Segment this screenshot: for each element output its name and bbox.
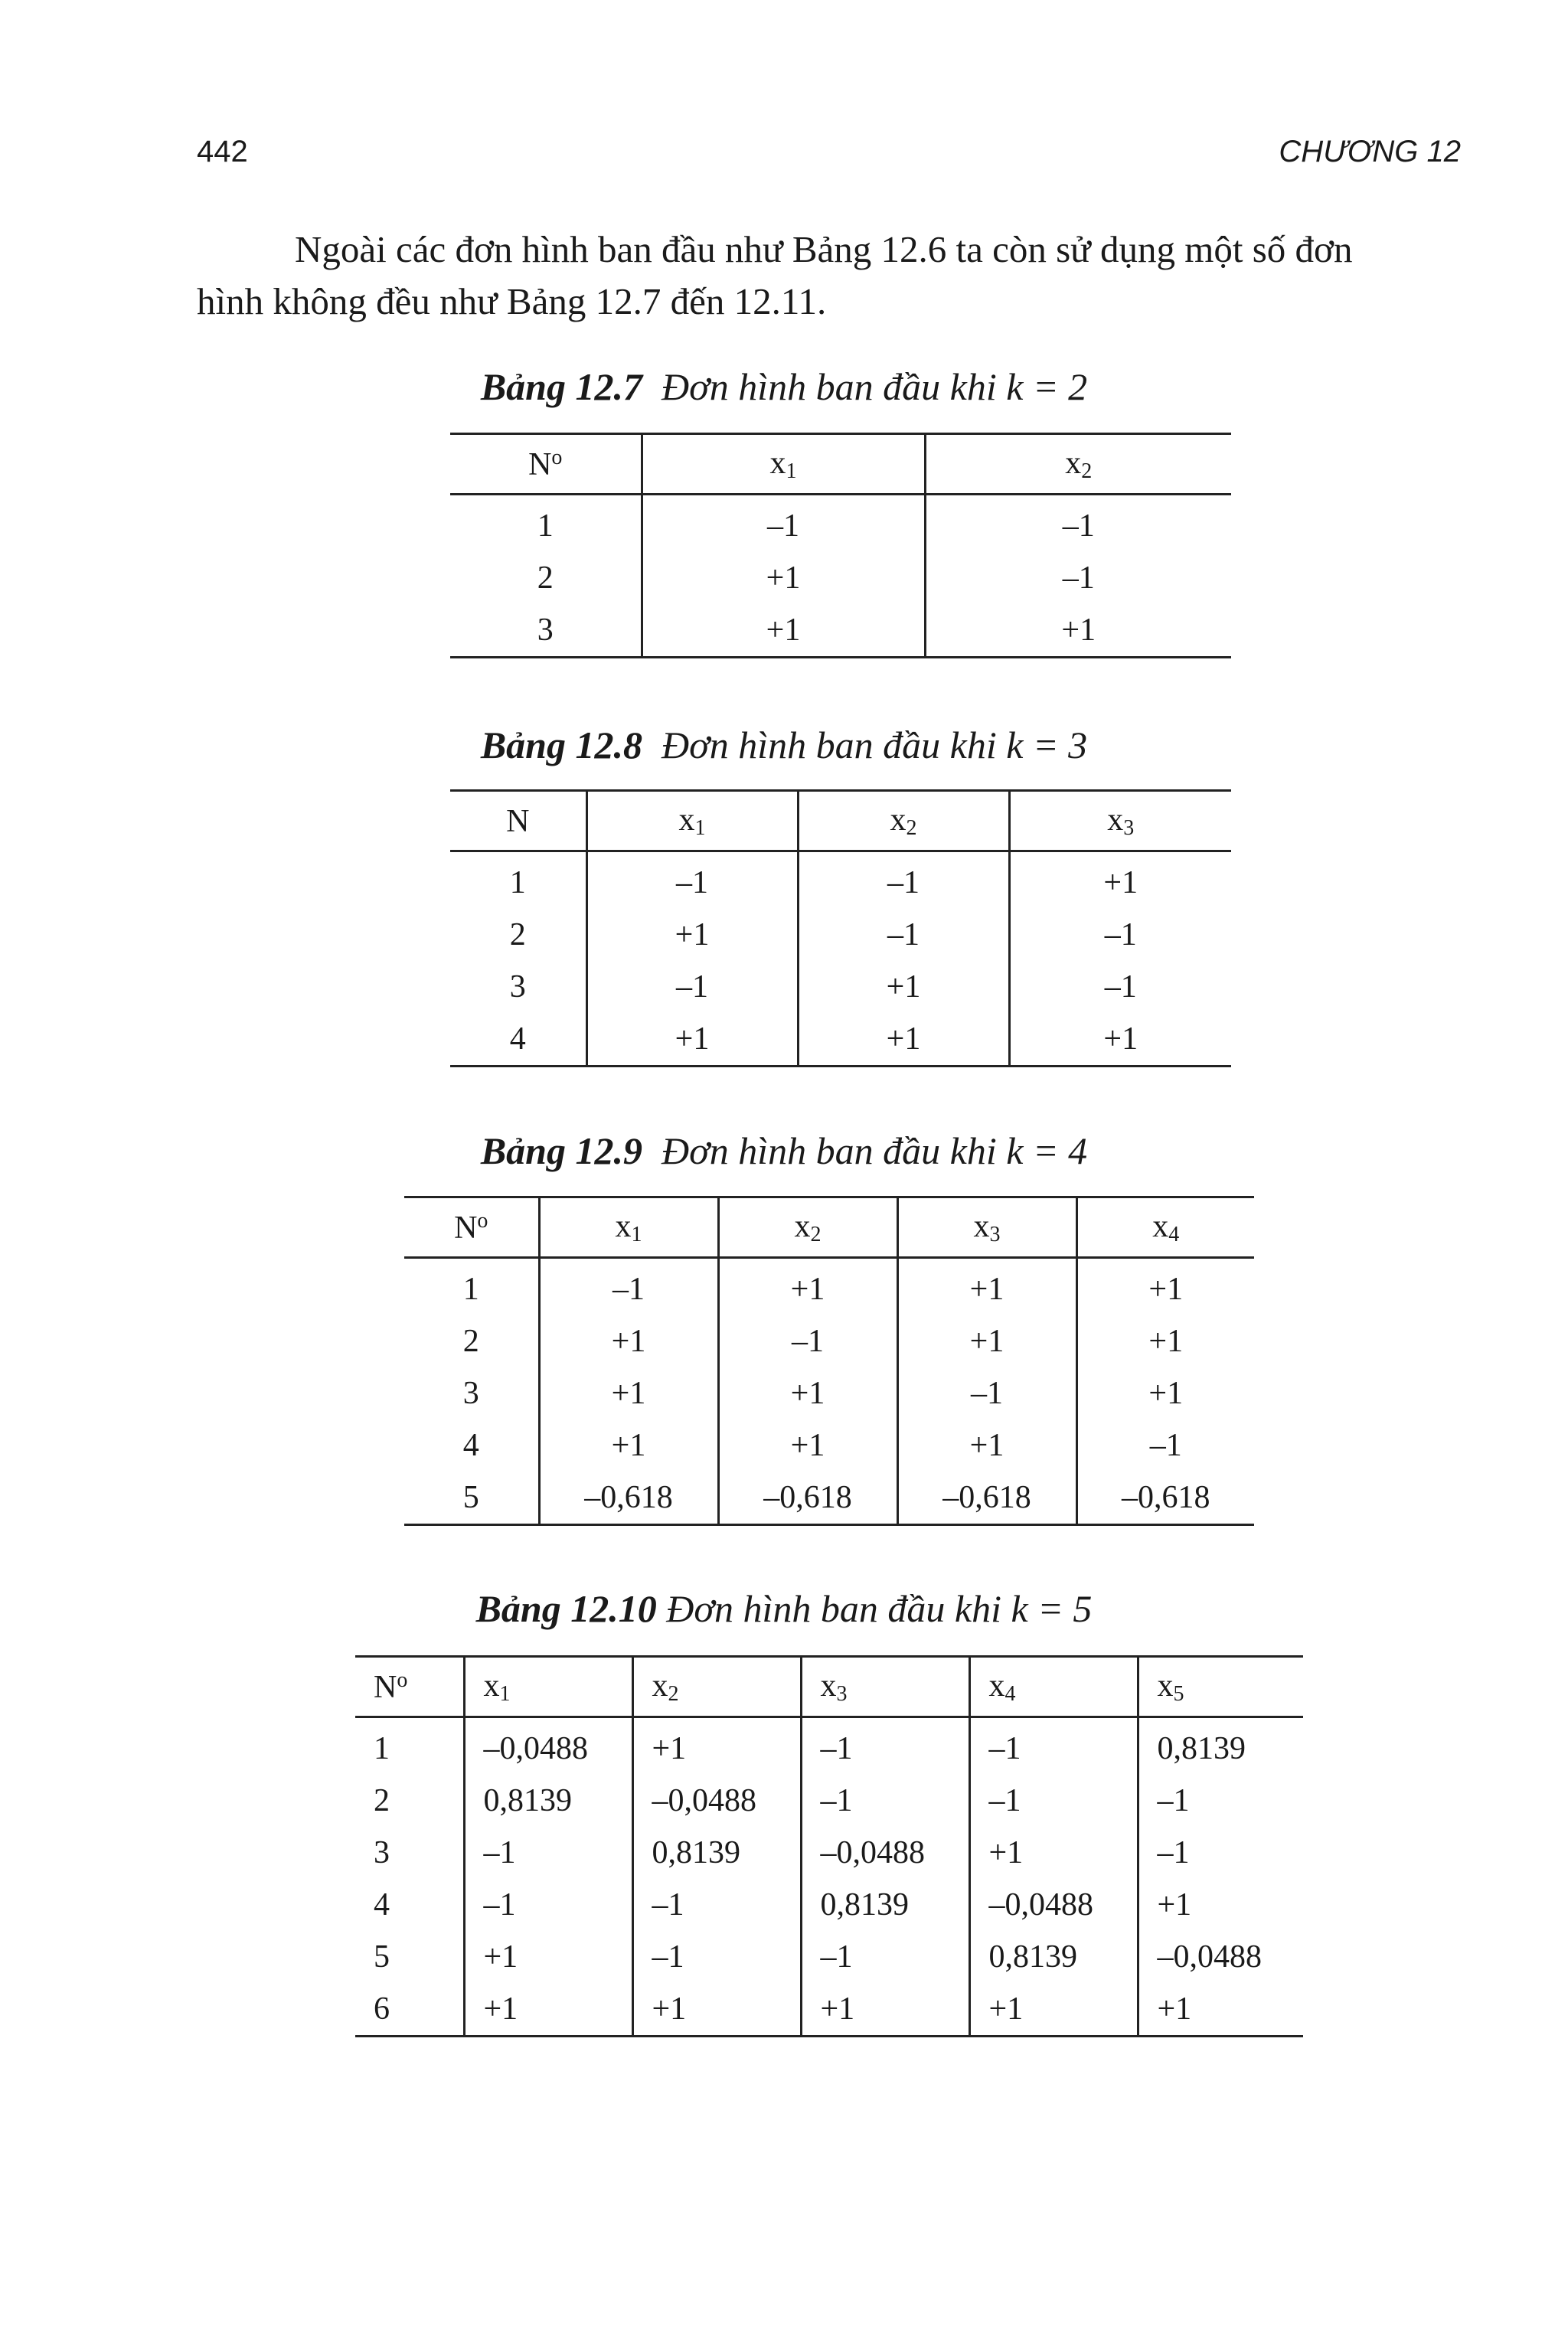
header-cell-x3: $x_3$	[897, 1197, 1076, 1258]
table-cell: –1	[1009, 909, 1231, 961]
table-cell: –0,0488	[464, 1717, 632, 1775]
table-cell: –1	[798, 851, 1009, 910]
table-cell: –1	[801, 1717, 969, 1775]
table-caption-text: Đơn hình ban đầu khi k = 4	[661, 1129, 1088, 1172]
table-header-row	[404, 1197, 1254, 1258]
table-cell: +1	[1138, 1983, 1303, 2037]
header-cell-x2: $x_2$	[798, 791, 1009, 851]
table-cell: +1	[897, 1419, 1076, 1472]
table-cell: –1	[632, 1879, 801, 1931]
header-cell-x1: $x_1$	[586, 791, 798, 851]
table-row	[450, 552, 1231, 604]
intro-line-2: hình không đều như Bảng 12.7 đến 12.11.	[197, 280, 827, 322]
table-cell: –0,0488	[632, 1775, 801, 1827]
table-cell: 5	[374, 1939, 390, 1975]
table-cell: +1	[718, 1258, 897, 1316]
header-cell-x3: $x_3$	[801, 1657, 969, 1717]
table-caption-text: Đơn hình ban đầu khi k = 2	[661, 365, 1088, 408]
header-cell-x5: $x_5$	[1138, 1657, 1303, 1717]
table-header-row	[450, 434, 1231, 495]
header-cell-n: N	[506, 803, 530, 839]
table-cell: 1	[509, 865, 526, 900]
header-cell-x2: $x_2$	[925, 434, 1231, 495]
table-cell: 1	[462, 1272, 479, 1307]
table-caption-12-9	[0, 1129, 1568, 1173]
header-cell-x1: $x_1$	[464, 1657, 632, 1717]
table-cell: +1	[632, 1983, 801, 2037]
table-cell: +1	[798, 1013, 1009, 1067]
table-cell: –0,618	[1076, 1472, 1254, 1525]
table-row	[404, 1315, 1254, 1367]
table-cell: 2	[509, 917, 526, 952]
table-12-8	[450, 789, 1231, 1067]
page-number: 442	[197, 135, 248, 168]
table-cell: 5	[462, 1480, 479, 1515]
table-cell: –1	[1076, 1419, 1254, 1472]
table-cell: –1	[969, 1775, 1138, 1827]
table-cell: –0,0488	[801, 1827, 969, 1879]
header-cell-n: $N^o$	[454, 1208, 488, 1246]
table-12-10	[355, 1655, 1303, 2037]
table-row	[404, 1472, 1254, 1525]
intro-paragraph	[197, 224, 1468, 328]
table-label: Bảng 12.10	[475, 1587, 657, 1630]
table-cell: 2	[462, 1324, 479, 1359]
table-cell: 3	[537, 612, 554, 648]
table-row	[355, 1775, 1303, 1827]
table-cell: +1	[969, 1983, 1138, 2037]
table-cell: +1	[1076, 1258, 1254, 1316]
table-caption-12-8	[0, 723, 1568, 767]
table-cell: 3	[509, 969, 526, 1004]
table-cell: +1	[1076, 1367, 1254, 1419]
table-cell: –1	[464, 1879, 632, 1931]
header-cell-x4: $x_4$	[1076, 1197, 1254, 1258]
table-cell: 0,8139	[801, 1879, 969, 1931]
table-cell: –1	[632, 1931, 801, 1983]
table-row	[450, 604, 1231, 658]
header-cell-x3: $x_3$	[1009, 791, 1231, 851]
table-cell: +1	[925, 604, 1231, 658]
table-cell: +1	[718, 1419, 897, 1472]
table-cell: +1	[969, 1827, 1138, 1879]
table-cell: 4	[462, 1428, 479, 1463]
table-cell: –1	[642, 495, 925, 553]
table-cell: +1	[798, 961, 1009, 1013]
table-cell: 0,8139	[1138, 1717, 1303, 1775]
table-cell: +1	[642, 604, 925, 658]
table-cell: –1	[464, 1827, 632, 1879]
table-cell: +1	[464, 1931, 632, 1983]
header-cell-x2: $x_2$	[632, 1657, 801, 1717]
table-row	[404, 1367, 1254, 1419]
table-cell: +1	[586, 1013, 798, 1067]
table-12-9	[404, 1196, 1254, 1526]
table-cell: 4	[509, 1021, 526, 1057]
table-cell: –0,618	[897, 1472, 1076, 1525]
table-header-row	[355, 1657, 1303, 1717]
table-row	[450, 495, 1231, 553]
table-cell: –0,0488	[969, 1879, 1138, 1931]
table-cell: –0,0488	[1138, 1931, 1303, 1983]
header-cell-x4: $x_4$	[969, 1657, 1138, 1717]
table-cell: –1	[718, 1315, 897, 1367]
table-caption-12-7	[0, 364, 1568, 409]
table-cell: 3	[462, 1376, 479, 1411]
table-cell: –1	[1138, 1775, 1303, 1827]
table-cell: –1	[1009, 961, 1231, 1013]
header-cell-x2: $x_2$	[718, 1197, 897, 1258]
table-row	[355, 1983, 1303, 2037]
table-header-row	[450, 791, 1231, 851]
table-cell: 2	[374, 1783, 390, 1818]
table-cell: 3	[374, 1835, 390, 1870]
table-cell: –1	[925, 552, 1231, 604]
table-cell: +1	[1009, 1013, 1231, 1067]
table-row	[355, 1717, 1303, 1775]
intro-line-1: Ngoài các đơn hình ban đầu như Bảng 12.6 ta còn sử dụng một số đơn	[295, 228, 1353, 270]
table-row	[355, 1879, 1303, 1931]
header-cell-x1: $x_1$	[642, 434, 925, 495]
table-row	[450, 961, 1231, 1013]
table-cell: +1	[1076, 1315, 1254, 1367]
table-cell: 1	[374, 1731, 390, 1766]
table-cell: +1	[464, 1983, 632, 2037]
table-row	[450, 851, 1231, 910]
table-cell: –0,618	[539, 1472, 718, 1525]
header-cell-x1: $x_1$	[539, 1197, 718, 1258]
table-cell: –1	[798, 909, 1009, 961]
table-label: Bảng 12.8	[480, 724, 642, 766]
table-label: Bảng 12.7	[480, 365, 642, 408]
table-cell: +1	[801, 1983, 969, 2037]
table-row	[450, 1013, 1231, 1067]
table-12-7	[450, 433, 1231, 658]
table-caption-text: Đơn hình ban đầu khi k = 5	[666, 1587, 1093, 1630]
table-caption-12-10	[0, 1586, 1568, 1631]
table-cell: 6	[374, 1991, 390, 2027]
chapter-header: CHƯƠNG 12	[1279, 135, 1461, 168]
table-cell: +1	[897, 1315, 1076, 1367]
table-cell: 0,8139	[464, 1775, 632, 1827]
table-cell: +1	[539, 1315, 718, 1367]
table-row	[355, 1931, 1303, 1983]
table-cell: –1	[1138, 1827, 1303, 1879]
table-cell: –1	[539, 1258, 718, 1316]
table-cell: +1	[586, 909, 798, 961]
table-cell: +1	[539, 1367, 718, 1419]
table-cell: +1	[897, 1258, 1076, 1316]
table-cell: +1	[1138, 1879, 1303, 1931]
table-cell: –1	[586, 961, 798, 1013]
header-cell-n: $N^o$	[374, 1668, 408, 1705]
table-cell: +1	[1009, 851, 1231, 910]
table-cell: –1	[801, 1931, 969, 1983]
table-cell: 4	[374, 1887, 390, 1922]
table-cell: –1	[897, 1367, 1076, 1419]
table-cell: –0,618	[718, 1472, 897, 1525]
table-cell: +1	[539, 1419, 718, 1472]
table-row	[355, 1827, 1303, 1879]
table-cell: 2	[537, 560, 554, 596]
table-caption-text: Đơn hình ban đầu khi k = 3	[661, 724, 1088, 766]
table-cell: +1	[632, 1717, 801, 1775]
table-cell: –1	[801, 1775, 969, 1827]
header-cell-n: $N^o$	[528, 445, 563, 482]
table-label: Bảng 12.9	[480, 1129, 642, 1172]
table-cell: 0,8139	[969, 1931, 1138, 1983]
table-cell: 0,8139	[632, 1827, 801, 1879]
table-cell: –1	[586, 851, 798, 910]
table-row	[450, 909, 1231, 961]
table-row	[404, 1258, 1254, 1316]
table-cell: –1	[925, 495, 1231, 553]
table-row	[404, 1419, 1254, 1472]
table-cell: +1	[718, 1367, 897, 1419]
table-cell: +1	[642, 552, 925, 604]
table-cell: –1	[969, 1717, 1138, 1775]
table-cell: 1	[537, 508, 554, 544]
